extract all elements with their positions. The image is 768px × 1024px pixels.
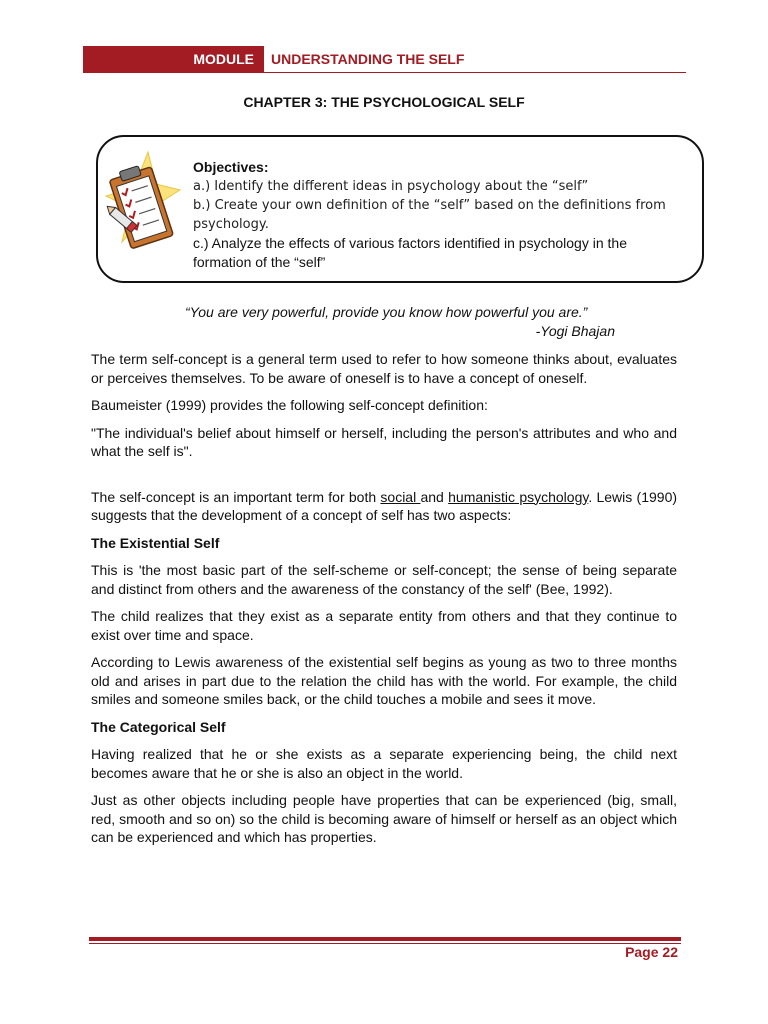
objectives-list <box>193 158 673 272</box>
main-content <box>91 350 677 856</box>
paragraph: Baumeister (1999) provides the following self-concept definition: <box>91 397 488 413</box>
footer-rule-thin <box>89 943 681 944</box>
module-header <box>83 46 686 74</box>
quote-author: -Yogi Bhajan <box>535 323 615 339</box>
text-run: . Lewis (1990) suggests that the development of a concept of self has two aspects: <box>91 488 678 523</box>
chapter-title: CHAPTER 3: THE PSYCHOLOGICAL SELF <box>243 94 525 110</box>
page-number: Page 22 <box>625 944 678 960</box>
section-heading-existential: The Existential Self <box>91 534 220 551</box>
quote-text: “You are very powerful, provide you know how powerful you are.” <box>185 304 588 320</box>
objectives-heading: Objectives: <box>193 159 269 175</box>
definition-quote: "The individual's belief about himself or herself, including the person's attributes and who and what the self is". <box>91 424 677 459</box>
paragraph: The child realizes that they exist as a separate entity from others and that they continue to exist over time and space. <box>91 608 677 643</box>
paragraph: Just as other objects including people have properties that can be experienced (big, small, red, smooth and so on) so the child is becoming aware of himself or herself as an object which can be experienced and which has properties. <box>91 792 677 845</box>
paragraph: The term self-concept is a general term used to refer to how someone thinks about, evaluates or perceives themselves. To be aware of oneself is to have a concept of oneself. <box>91 351 677 386</box>
link-social[interactable]: social <box>380 488 421 505</box>
clipboard-checklist-icon <box>100 150 182 262</box>
paragraph <box>91 488 677 525</box>
text-run: The self-concept is an important term for both <box>91 488 381 505</box>
spacer <box>91 470 677 488</box>
header-rule <box>264 72 686 73</box>
section-heading-categorical: The Categorical Self <box>91 718 226 735</box>
text-run: and <box>420 488 449 505</box>
module-title: UNDERSTANDING THE SELF <box>271 51 465 67</box>
paragraph: According to Lewis awareness of the existential self begins as young as two to three months old and arises in part due to the relation the child has with the world. For example, the child smiles and someone smiles back, or the child touches a mobile and sees it move. <box>91 654 677 707</box>
objective-a: a.) Identify the different ideas in psychology about the “self” <box>193 179 589 194</box>
footer-rule <box>89 937 681 941</box>
module-label: MODULE <box>83 46 264 73</box>
link-humanistic-psychology[interactable]: humanistic psychology <box>448 488 589 505</box>
paragraph: This is 'the most basic part of the self-scheme or self-concept; the sense of being separate and distinct from others and the awareness of the constancy of the self' (Bee, 1992). <box>91 562 677 597</box>
objective-c: c.) Analyze the effects of various factors identified in psychology in the formation of the “self” <box>193 235 627 270</box>
quote-block <box>185 303 615 341</box>
objective-b: b.) Create your own definition of the “self” based on the definitions from psychology. <box>193 198 666 232</box>
paragraph: Having realized that he or she exists as a separate experiencing being, the child next becomes aware that he or she is also an object in the world. <box>91 746 677 781</box>
